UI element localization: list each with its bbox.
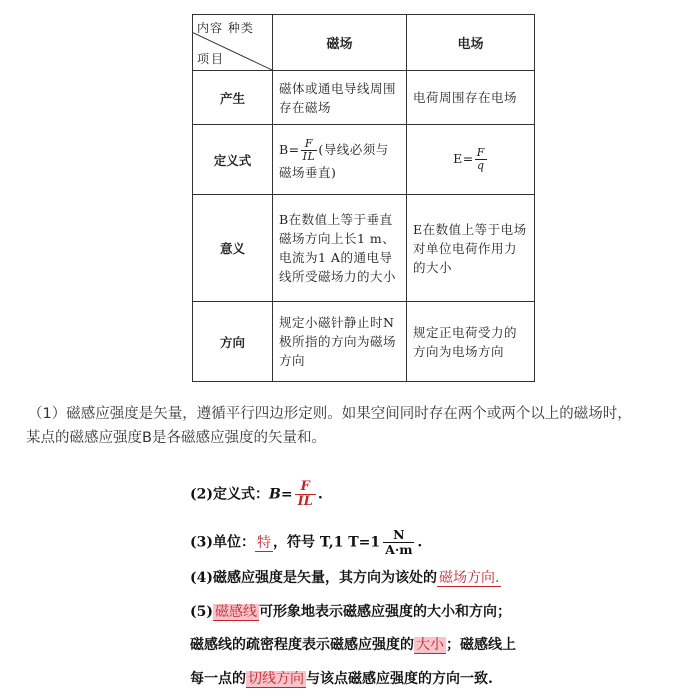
point-density-fill: 大小 xyxy=(416,637,444,653)
cell-direction-magnetic: 规定小磁针静止时N极所指的方向为磁场方向 xyxy=(273,302,407,382)
cell-meaning-electric: E在数值上等于电场对单位电荷作用力的大小 xyxy=(407,195,535,302)
table-row-meaning xyxy=(193,195,535,302)
note-line-1: （1）磁感应强度是矢量，遵循平行四边形定则。如果空间同时存在两个或两个以上的磁场时， xyxy=(28,406,632,422)
point-definition-prefix: (2)定义式： xyxy=(190,486,269,503)
corner-label-bottom: 项目 xyxy=(197,52,226,66)
point-unit xyxy=(190,528,422,557)
column-header-electric: 电场 xyxy=(407,15,535,71)
point-unit-mid: ，符号 T,1 T=1 xyxy=(273,534,381,551)
cell-direction-electric: 规定正电荷受力的方向为电场方向 xyxy=(407,302,535,382)
point-vector-prefix: (4)磁感应强度是矢量，其方向为该处的 xyxy=(190,570,437,586)
point-unit-fraction xyxy=(383,528,414,557)
formula-e-numerator: F xyxy=(476,146,485,159)
row-header-definition: 定义式 xyxy=(193,125,273,195)
point-tangent-prefix: 每一点的 xyxy=(190,671,246,687)
point-definition-lhs: B= xyxy=(269,486,293,503)
table-corner-cell xyxy=(193,15,273,71)
table-row-definition xyxy=(193,125,535,195)
point-definition-numerator: F xyxy=(295,480,316,495)
point-field-lines-rest: 可形象地表示磁感应强度的大小和方向； xyxy=(259,604,511,620)
cell-meaning-magnetic: B在数值上等于垂直磁场方向上长1 m、电流为1 A的通电导线所受磁场力的大小 xyxy=(273,195,407,302)
point-field-lines-prefix: (5) xyxy=(190,604,213,620)
point-density xyxy=(190,634,516,654)
cell-produce-electric: 电荷周围存在电场 xyxy=(407,71,535,125)
formula-e-lhs: E= xyxy=(453,151,474,166)
formula-e-denominator: q xyxy=(477,159,485,172)
point-vector-fill: 磁场方向. xyxy=(439,570,500,586)
point-density-prefix: 磁感线的疏密程度表示磁感应强度的 xyxy=(190,637,414,653)
point-density-rest: ；磁感线上 xyxy=(446,637,516,653)
vector-note-paragraph xyxy=(28,402,690,450)
row-header-produce: 产生 xyxy=(193,71,273,125)
point-unit-numerator: N xyxy=(383,528,414,543)
point-unit-fill: 特 xyxy=(257,534,271,551)
point-unit-end: . xyxy=(417,534,423,551)
cell-produce-magnetic: 磁体或通电导线周围存在磁场 xyxy=(273,71,407,125)
formula-b-denominator: IL xyxy=(302,149,316,163)
point-definition-fraction xyxy=(295,480,316,509)
formula-b-numerator: F xyxy=(301,138,318,151)
corner-label-top: 内容 种类 xyxy=(197,21,254,35)
row-header-direction: 方向 xyxy=(193,302,273,382)
point-definition-denominator: IL xyxy=(297,494,313,509)
formula-b-lhs: B= xyxy=(279,141,300,157)
formula-e-fraction xyxy=(475,147,487,172)
table-row-produce xyxy=(193,71,535,125)
table-row-direction xyxy=(193,302,535,382)
point-unit-denominator: A·m xyxy=(385,542,413,557)
point-definition-end: . xyxy=(317,486,323,503)
column-header-magnetic: 磁场 xyxy=(273,15,407,71)
point-tangent-fill: 切线方向 xyxy=(248,671,304,687)
formula-b-fraction xyxy=(301,138,318,163)
point-vector xyxy=(190,567,501,587)
comparison-table-frame xyxy=(192,14,534,381)
field-comparison-table xyxy=(192,14,535,382)
table-header-row xyxy=(193,15,535,71)
point-field-lines-fill: 磁感线 xyxy=(215,604,257,620)
row-header-meaning: 意义 xyxy=(193,195,273,302)
point-field-lines xyxy=(190,601,511,621)
point-unit-prefix: (3)单位： xyxy=(190,534,255,551)
note-line-2: 某点的磁感应强度B是各磁感应强度的矢量和。 xyxy=(26,430,326,446)
point-tangent-rest: 与该点磁感应强度的方向一致. xyxy=(306,671,493,687)
point-definition xyxy=(190,480,323,509)
cell-definition-electric xyxy=(407,125,535,195)
formula-b-note: (导线必须与磁场垂直) xyxy=(279,141,389,180)
cell-definition-magnetic xyxy=(273,125,407,195)
point-tangent xyxy=(190,668,493,688)
